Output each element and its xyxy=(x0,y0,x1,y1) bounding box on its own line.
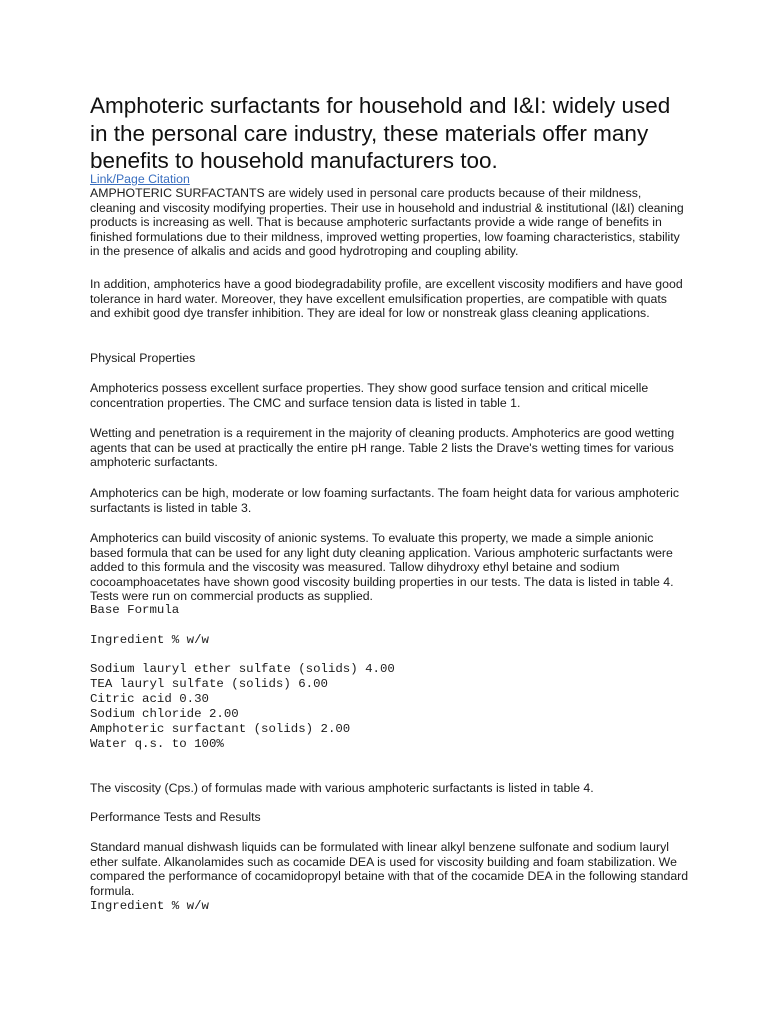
formula-row: Sodium chloride 2.00 xyxy=(90,707,239,721)
base-formula-column-header: Ingredient % w/w xyxy=(90,633,209,647)
paragraph-viscosity: Amphoterics can build viscosity of anionic systems. To evaluate this property, we made a simple anionic based formula that can be used for any light duty cleaning application. Various amphoteric surfactants were added to this formula and the viscosity was measured. Tallow dihydroxy ethyl betaine and sodium cocoamphoacetates have shown good viscosity building properties in our tests. The data is listed in table 4. Tests were run on commercial products as supplied. xyxy=(90,531,674,604)
paragraph-intro: AMPHOTERIC SURFACTANTS are widely used in personal care products because of their mildness, cleaning and viscosity modifying properties. Their use in household and industrial & institutional (I&I) cleaning products is increasing as well. That is because amphoteric surfactants provide a wide range of benefits in finished formulations due to their mildness, improved wetting properties, low foaming characteristics, stability in the presence of alkalis and acids and good hydrotroping and coupling ability. xyxy=(90,186,684,259)
second-formula-column-header: Ingredient % w/w xyxy=(90,899,209,913)
article-title: Amphoteric surfactants for household and I&I: widely used in the personal care industry, these materials offer many benefits to household manufacturers too. xyxy=(90,93,671,173)
formula-row: Citric acid 0.30 xyxy=(90,692,209,706)
section-heading-physical-properties: Physical Properties xyxy=(90,351,196,365)
citation-link[interactable]: Link/Page Citation xyxy=(90,172,190,186)
section-heading-performance-tests: Performance Tests and Results xyxy=(90,810,261,824)
paragraph-biodegradability: In addition, amphoterics have a good biodegradability profile, are excellent viscosity modifiers and have good tolerance in hard water. Moreover, they have excellent emulsification properties, are compatible with quats and exhibit good dye transfer inhibition. They are ideal for low or nonstreak glass cleaning applications. xyxy=(90,277,683,321)
paragraph-viscosity-table: The viscosity (Cps.) of formulas made with various amphoteric surfactants is listed in table 4. xyxy=(90,781,594,795)
formula-row: TEA lauryl sulfate (solids) 6.00 xyxy=(90,677,328,691)
base-formula-heading: Base Formula xyxy=(90,603,180,617)
formula-row: Water q.s. to 100% xyxy=(90,737,224,751)
paragraph-surface-properties: Amphoterics possess excellent surface properties. They show good surface tension and critical micelle concentration properties. The CMC and surface tension data is listed in table 1. xyxy=(90,381,649,410)
paragraph-wetting: Wetting and penetration is a requirement in the majority of cleaning products. Amphoterics are good wetting agents that can be used at practically the entire pH range. Table 2 lists the Drave's wetting times for various amphoteric surfactants. xyxy=(90,426,675,470)
paragraph-dishwash: Standard manual dishwash liquids can be formulated with linear alkyl benzene sulfonate and sodium lauryl ether sulfate. Alkanolamides such as cocamide DEA is used for viscosity building and foam stabilization. We compared the performance of cocamidopropyl betaine with that of the cocamide DEA in the following standard formula. xyxy=(90,840,689,898)
formula-row: Sodium lauryl ether sulfate (solids) 4.00 xyxy=(90,662,395,676)
paragraph-foaming: Amphoterics can be high, moderate or low foaming surfactants. The foam height data for various amphoteric surfactants is listed in table 3. xyxy=(90,486,679,515)
formula-row: Amphoteric surfactant (solids) 2.00 xyxy=(90,722,351,736)
